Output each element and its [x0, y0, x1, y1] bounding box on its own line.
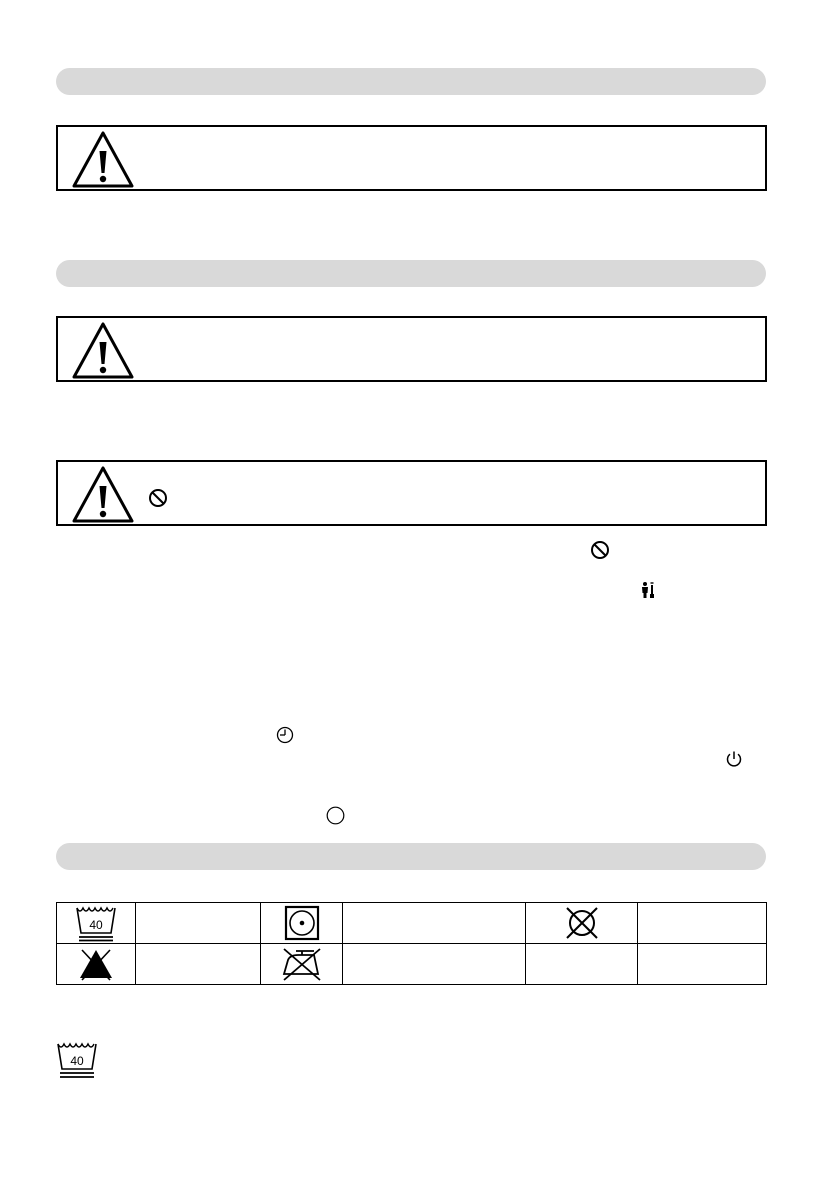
warning-box-1 — [56, 125, 767, 191]
table-cell — [526, 903, 638, 944]
warning-box-3 — [56, 460, 767, 526]
table-cell — [136, 944, 261, 985]
wash-temperature-label: 40 — [70, 1054, 84, 1068]
section-header-bar-2 — [56, 260, 766, 287]
table-cell — [261, 903, 343, 944]
section-header-bar-3 — [56, 843, 766, 870]
warning-triangle-icon — [70, 464, 136, 524]
service-person-icon — [640, 581, 658, 599]
table-cell — [638, 903, 767, 944]
do-not-iron-icon — [280, 946, 324, 982]
table-cell — [57, 903, 136, 944]
table-cell — [638, 944, 767, 985]
prohibition-icon — [148, 488, 168, 508]
section-header-bar-1 — [56, 68, 766, 95]
wash-40-icon — [73, 904, 119, 942]
wash-40-icon — [54, 1040, 100, 1080]
table-cell — [136, 903, 261, 944]
warning-triangle-icon — [70, 129, 136, 189]
wash-temperature-label: 40 — [89, 918, 103, 932]
tumble-dry-icon — [284, 905, 320, 941]
do-not-dry-clean-icon — [562, 905, 602, 941]
table-cell — [261, 944, 343, 985]
warning-triangle-icon — [70, 320, 136, 380]
table-cell — [57, 944, 136, 985]
care-symbols-table — [56, 902, 767, 985]
power-icon — [725, 750, 743, 768]
table-cell — [526, 944, 638, 985]
timer-icon — [276, 726, 294, 744]
table-row — [57, 903, 767, 944]
circle-icon — [326, 806, 345, 825]
table-row — [57, 944, 767, 985]
do-not-bleach-icon — [76, 946, 116, 982]
table-cell — [343, 903, 526, 944]
table-cell — [343, 944, 526, 985]
warning-box-2 — [56, 316, 767, 382]
prohibition-icon — [590, 540, 610, 560]
